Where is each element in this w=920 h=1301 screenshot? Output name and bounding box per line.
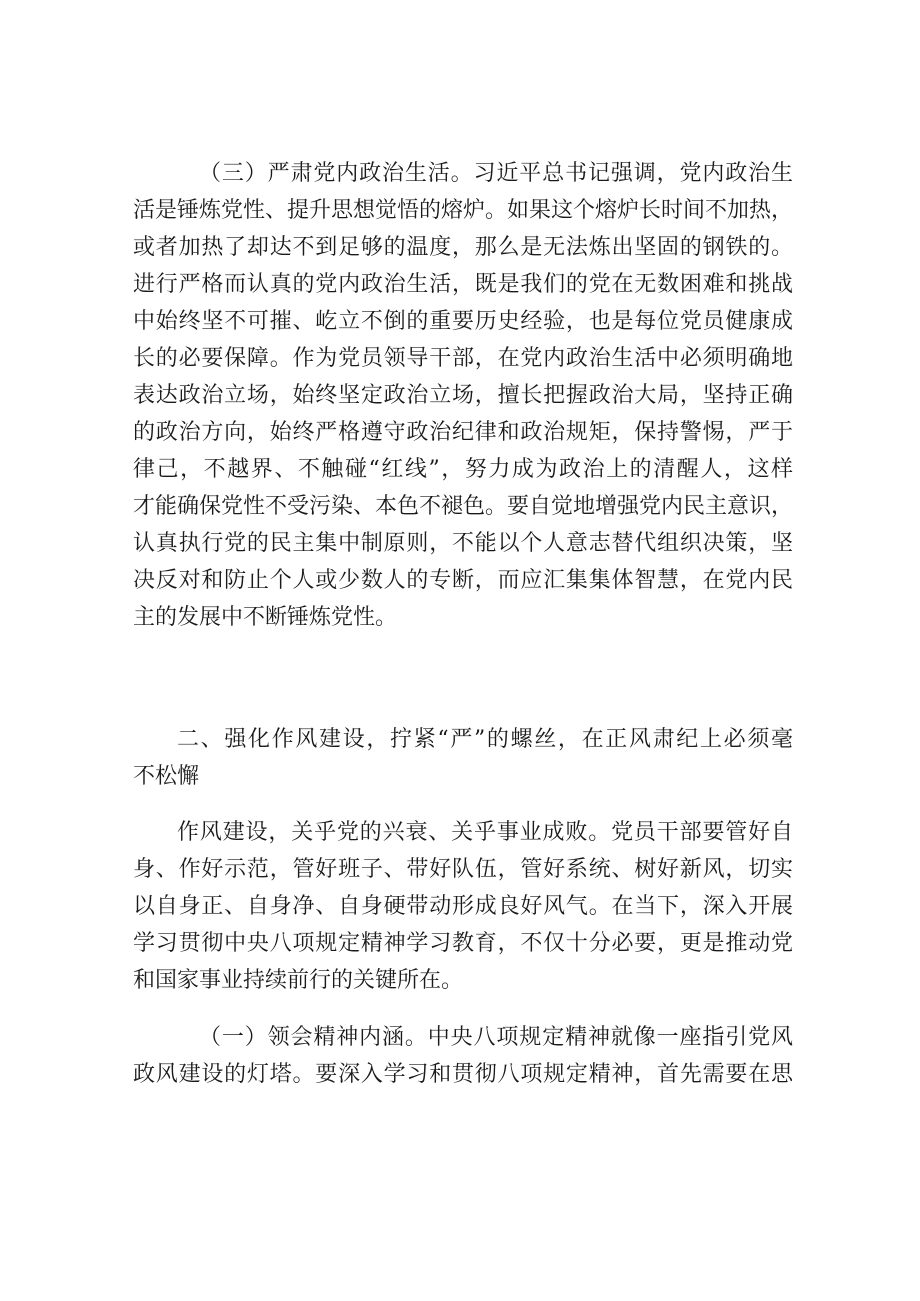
paragraph-line: 才能确保党性不受污染、本色不褪色。要自觉地增强党内民主意识， [133,494,794,519]
paragraph-line: 中始终坚不可摧、屹立不倒的重要历史经验，也是每位党员健康成 [133,309,793,334]
paragraph-strict-political-life [133,155,793,636]
paragraph-line: 进行严格而认真的党内政治生活，既是我们的党在无数困难和挑战 [133,272,793,297]
paragraph-line: 和国家事业持续前行的关键所在。 [133,968,464,993]
paragraph-work-style [133,814,793,999]
heading-line: 二、强化作风建设，拧紧“严”的螺丝，在正风肃纪上必须毫 [177,727,793,752]
paragraph-line: 长的必要保障。作为党员领导干部，在党内政治生活中必须明确地 [133,346,793,371]
paragraph-line: 决反对和防止个人或少数人的专断，而应汇集集体智慧，在党内民 [133,568,793,593]
paragraph-line: 政风建设的灯塔。要深入学习和贯彻八项规定精神，首先需要在思 [133,1062,793,1087]
paragraph-line: 主的发展中不断锤炼党性。 [133,605,398,630]
paragraph-line: 以自身正、自身净、自身硬带动形成良好风气。在当下，深入开展 [133,894,793,919]
paragraph-line: （三）严肃党内政治生活。习近平总书记强调，党内政治生 [199,161,793,186]
paragraph-line: 的政治方向，始终严格遵守政治纪律和政治规矩，保持警惕，严于 [133,420,793,445]
paragraph-line: 表达政治立场，始终坚定政治立场，擅长把握政治大局，坚持正确 [133,383,793,408]
paragraph-line: 律己，不越界、不触碰“红线”，努力成为政治上的清醒人，这样 [133,457,793,482]
section-heading-two [133,721,793,795]
paragraph-line: 活是锤炼党性、提升思想觉悟的熔炉。如果这个熔炉长时间不加热， [133,198,794,223]
paragraph-line: 学习贯彻中央八项规定精神学习教育，不仅十分必要，更是推动党 [133,931,793,956]
paragraph-line: 认真执行党的民主集中制原则，不能以个人意志替代组织决策，坚 [133,531,793,556]
paragraph-line: 身、作好示范，管好班子、带好队伍，管好系统、树好新风，切实 [133,857,793,882]
paragraph-line: （一）领会精神内涵。中央八项规定精神就像一座指引党风 [199,1025,793,1050]
heading-line: 不松懈 [133,764,200,789]
paragraph-line: 或者加热了却达不到足够的温度，那么是无法炼出坚固的钢铁的。 [133,235,793,260]
paragraph-line: 作风建设，关乎党的兴衰、关乎事业成败。党员干部要管好自 [177,820,793,845]
paragraph-understand-spirit [133,1019,793,1093]
